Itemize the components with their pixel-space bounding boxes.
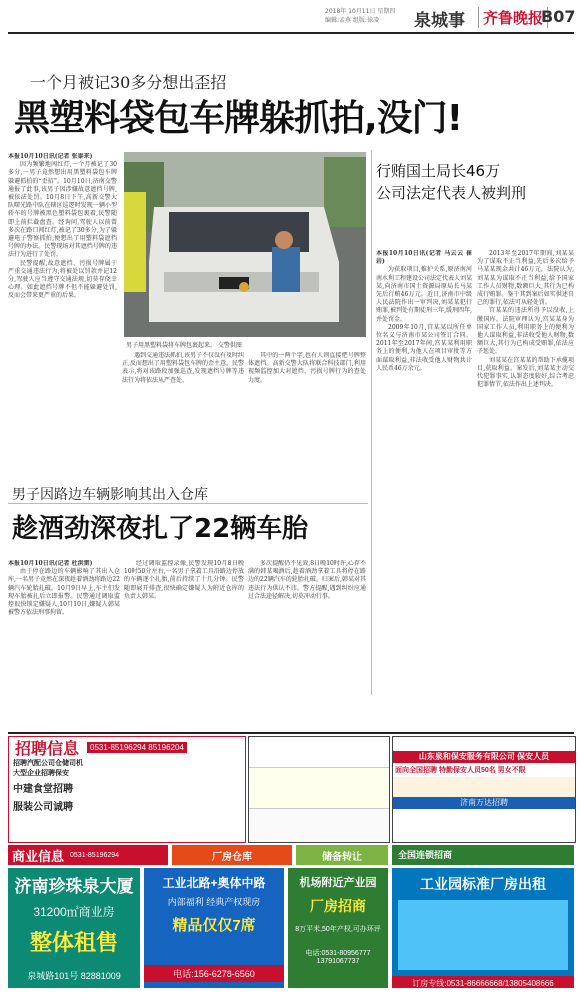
industrial-park-ad (392, 868, 574, 988)
story3-paragraph: 多次提醒仍不见效,8日晚10时许,心存不满的韩某喝酒后,趁着酒劲拿着工具将停在路边的22辆汽车的轮胎扎破。归案后,韩某对其违法行为供认不讳。警方提醒,遇到纠纷应通过合法途径解决,切莫冲动行事。 (248, 560, 366, 600)
header-rule (8, 32, 574, 34)
security-strip: 山东泉和保安服务有限公司 保安人员 (393, 751, 575, 763)
story2-byline: 本报10月10日讯(记者 马云云 崔岩) (376, 250, 472, 266)
story1-paragraph: 因为频繁地闯红灯,一个月被记了30多分,一男子竟然想出用黑塑料袋包车牌躲避抓拍的“歪招”。10月10日,济南交警通报了此事,该男子因涉嫌故意遮挡号牌,被依法处罚。10月8日下午,高新交警大队曙光路中队在辖区巡逻时发现一辆小型轿车的号牌被黑色塑料袋包裹着,民警随即上前拦截盘查。经询问,驾驶人以前曾多次在路口闯红灯,被记了30多分,为了躲避电子警察抓拍,便想出了用塑料袋遮挡号牌的办法。民警现场对其遮挡号牌的违法行为进行了处罚。 (8, 161, 117, 259)
story1-paragraph: 遇到交通违法抓拍,该男子不仅没有及时纠正,反而想出了用塑料袋包车牌的歪主意。民警表示,将对该路段加强巡查,发现遮挡号牌等违法行为将依法从严查处。 (122, 352, 244, 384)
airport-park-line: 8万平米,50年产权,可办环评 (295, 926, 381, 933)
story3-paragraph: 由于停在路边的车辆影响了其出入仓库,一名男子竟然在深夜趁着酒劲将路边22辆汽车轮胎扎破。10月9日早上,车主们发现车胎被扎后立即报警。民警通过调取监控很快锁定嫌疑人,10月10日,嫌疑人韩某被警方依法刑事拘留。 (8, 568, 120, 617)
pearl-spring-contact: 泉城路101号 82881009 (27, 971, 121, 981)
business-info-title: 商业信息 (12, 849, 65, 865)
story1-photo (124, 152, 366, 337)
industrial-road-ad (144, 868, 284, 988)
transfer-bar (296, 845, 388, 865)
recruitment-title: 招聘信息 (15, 738, 80, 758)
pearl-spring-sub: 31200㎡商业房 (33, 905, 115, 919)
page-number: B07 (541, 7, 576, 26)
ads-rule (8, 732, 574, 734)
story3-kicker: 男子因路边车辆影响其出入仓库 (12, 487, 208, 503)
security-recruit-ad (392, 736, 576, 843)
industrial-park-phone: 订房专线:0531-86666668/13805408666 (392, 976, 574, 988)
story3-byline: 本报10月10日讯(记者 杜洪雷) (8, 560, 93, 567)
airport-park-ad (288, 868, 388, 988)
recruitment-phone: 0531-85196294 85196204 (87, 742, 187, 753)
story1-col3 (248, 352, 366, 498)
story3-col2 (124, 560, 244, 728)
industrial-road-title: 工业北路+奥体中路 (162, 876, 266, 890)
pearl-spring-title: 济南珍珠泉大厦 (14, 877, 134, 896)
story3-col1 (8, 560, 120, 728)
ad-item: 中建食堂招聘 (13, 784, 73, 795)
recruitment-ad (8, 736, 246, 843)
story3-col3 (248, 560, 366, 728)
airport-park-title: 机场附近产业园 (299, 877, 377, 889)
story2-paragraph: 宫某某的违法所得予以没收,上缴国库。法院审理认为,宫某某身为国家工作人员,利用职务上的便利为他人谋取利益,非法收受他人财物,数额巨大,其行为已构成受贿罪,依法应予惩处。 (477, 307, 574, 356)
ad-item: 服装公司诚聘 (13, 802, 73, 813)
airport-park-phone: 电话:0531-80956777 13791067737 (305, 950, 371, 965)
factory-warehouse-bar (172, 845, 292, 865)
industrial-park-title: 工业园标准厂房出租 (420, 876, 546, 892)
story2-paragraph: 为获取项目,推护关系,原济南河南水利工程建设公司法定代表人刘某某,向济南市国土资源局原局长马某先后行贿46万元。近日,济南市中级人民法院作出一审判决,刘某某犯行贿罪,被判处有期徒刑三年,缓刑四年,并处罚金。 (376, 266, 472, 323)
ad-item: 招聘汽配公司仓储司机 (13, 760, 83, 767)
story1-paragraph: 其中的一两个字,也有人则直接把号牌整体遮挡。高新交警大队将联合科技部门,利用视频监控加大对遮挡、污损号牌行为的查处力度。 (248, 352, 366, 384)
story2-col1 (376, 250, 472, 695)
chain-bar (392, 845, 574, 865)
story2-paragraph: 刘某某在宫某某的帮助下承揽项目,获取利益。案发后,刘某某主动交代犯罪事实,认罪态度较好,综合考虑犯罪情节,依法作出上述判决。 (477, 356, 574, 389)
issue-date: 2018年 10月11日 星期四 (325, 8, 396, 15)
security-title: 济南万达招聘 (393, 797, 575, 809)
business-info-bar (8, 845, 168, 865)
chain-title: 全国连锁招商 (398, 850, 453, 860)
story1-byline: 本报10月10日讯(记者 张泰来) (8, 153, 93, 160)
industrial-road-price: 精品仅仅7席 (172, 917, 256, 934)
security-row: 面向全国招聘 特勤保安人员50名 男女不限 (395, 767, 526, 774)
story2-col2 (477, 250, 574, 695)
business-info-phone: 0531-85196294 (70, 851, 120, 859)
factory-warehouse-title: 厂房仓库 (212, 851, 252, 863)
pearl-spring-ad (8, 868, 140, 988)
story2-headline: 行贿国土局长46万 公司法定代表人被判刑 (376, 162, 527, 202)
story2-paragraph: 2009年10月,宫某某以所任单位名义与济南市某公司签订合同。2011年至2017年间,宫某某利用职务上的便利,为他人在项目审批等方面谋取利益,非法收受他人财物共计人民币46万余元。 (376, 323, 472, 372)
industrial-road-sub: 内部福利 经典产权现房 (167, 897, 261, 907)
story1-col1 (8, 153, 117, 498)
airport-park-sub: 厂房招商 (310, 898, 366, 914)
section-title: 泉城事 (414, 11, 465, 31)
story3-paragraph: 经过调取监控录像,民警发现10月8日晚10时50分左右,一名男子拿着工具沿路边停放的车辆逐个扎胎,前后持续了十几分钟。民警随即展开排查,很快确定嫌疑人为附近仓库的负责人韩某。 (124, 560, 244, 600)
newspaper-logo: 齐鲁晚报 (478, 7, 548, 28)
story1-paragraph: 民警提醒,故意遮挡、污损号牌属于严重交通违法行为,将被处以罚款并记12分,驾驶人应当遵守交通法规,切莫存侥幸心理。如此遮挡号牌不但不能躲避处罚,反而会带来更严重的后果。 (8, 259, 117, 300)
story3-headline: 趁酒劲深夜扎了22辆车胎 (12, 514, 309, 544)
column-divider (371, 150, 372, 695)
car-photo-illustration (124, 152, 366, 337)
classified-ads-column (248, 736, 390, 843)
story1-kicker: 一个月被记30多分想出歪招 (30, 73, 227, 92)
ad-item: 大型企业招聘保安 (13, 770, 69, 777)
editor-credits: 编辑:孟燕 组版:徐凌 (325, 17, 379, 24)
pearl-spring-main: 整体租售 (29, 930, 118, 955)
story1-col2 (122, 352, 244, 498)
transfer-title: 储备转让 (322, 851, 362, 863)
industrial-road-phone: 电话:156-6278-6560 (144, 965, 284, 982)
story1-photo-caption: 男子用黑塑料袋将车牌包裹起来。 交警供图 (126, 342, 242, 349)
story1-headline: 黑塑料袋包车牌躲抓拍,没门! (14, 98, 463, 139)
story2-paragraph: 2013年至2017年期间,刘某某为了谋取不正当利益,先后多次给予马某某现金共计46万元。法院认为,刘某某为谋取不正当利益,给予国家工作人员财物,数额巨大,其行为已构成行贿罪。鉴于其到案后如实供述自己的罪行,依法可从轻处罚。 (477, 250, 574, 307)
